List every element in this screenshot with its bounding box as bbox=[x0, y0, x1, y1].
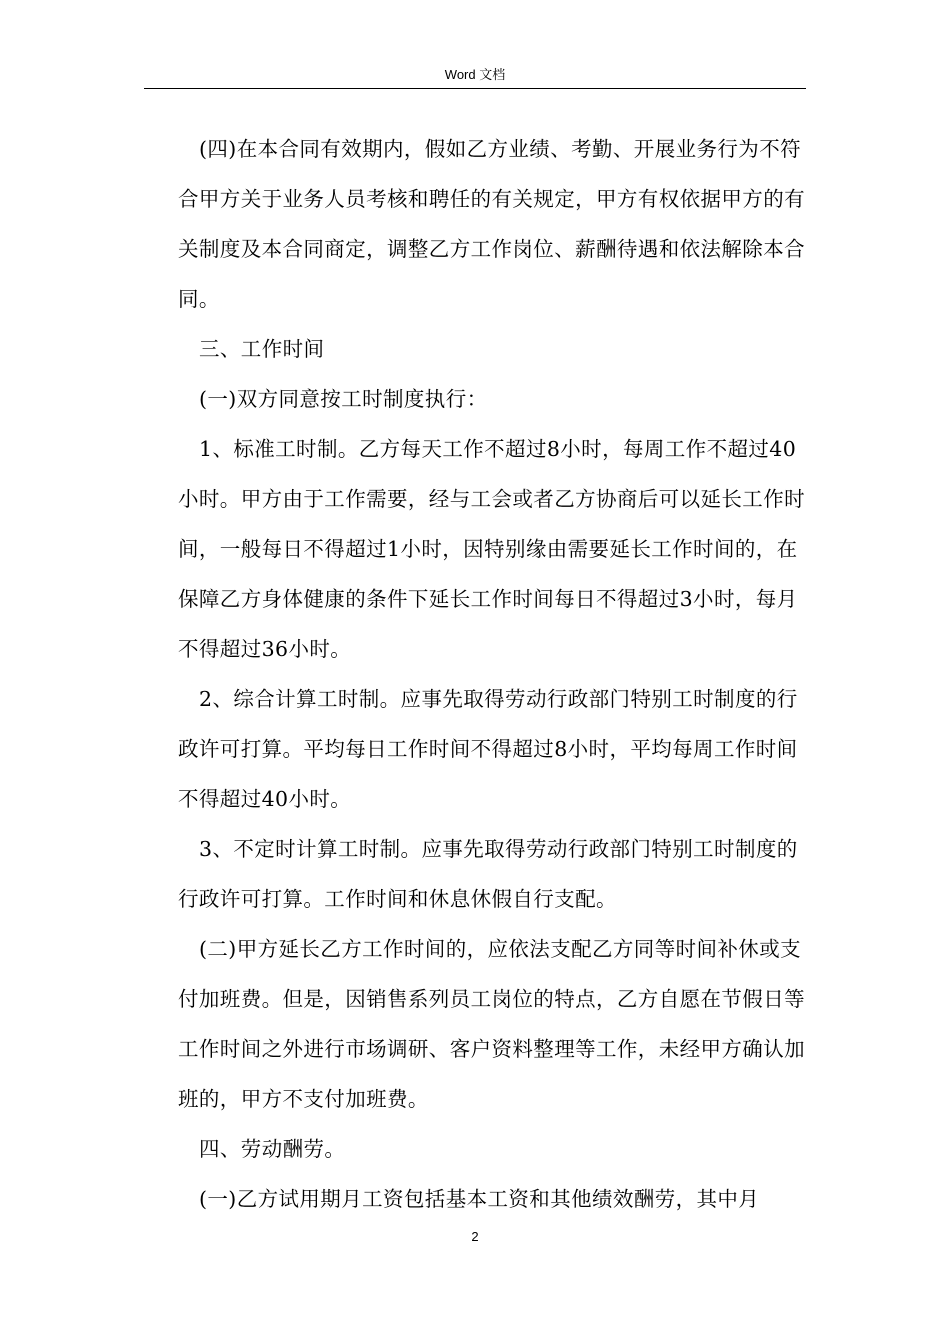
paragraph: 2、综合计算工时制。应事先取得劳动行政部门特别工时制度的行政许可打算。平均每日工作时间不得超过8小时，平均每周工作时间不得超过40小时。 bbox=[178, 687, 798, 811]
paragraph: (四)在本合同有效期内，假如乙方业绩、考勤、开展业务行为不符合甲方关于业务人员考核和聘任的有关规定，甲方有权依据甲方的有关制度及本合同商定，调整乙方工作岗位、薪酬待遇和依法解除本合同。 bbox=[178, 137, 805, 311]
paragraph: 1、标准工时制。乙方每天工作不超过8小时，每周工作不超过40小时。甲方由于工作需要，经与工会或者乙方协商后可以延长工作时间，一般每日不得超过1小时，因特别缘由需要延长工作时间的，在保障乙方身体健康的条件下延长工作时间每日不得超过3小时，每月不得超过36小时。 bbox=[178, 437, 805, 661]
paragraph: (二)甲方延长乙方工作时间的，应依法支配乙方同等时间补休或支付加班费。但是，因销售系列员工岗位的特点，乙方自愿在节假日等工作时间之外进行市场调研、客户资料整理等工作，未经甲方确认加班的，甲方不支付加班费。 bbox=[178, 937, 805, 1111]
paragraph: 3、不定时计算工时制。应事先取得劳动行政部门特别工时制度的行政许可打算。工作时间和休息休假自行支配。 bbox=[178, 837, 798, 911]
section-heading: 三、工作时间 bbox=[199, 337, 325, 361]
document-header-title: Word 文档 bbox=[444, 67, 506, 82]
document-body bbox=[178, 124, 806, 1224]
paragraph: (一)乙方试用期月工资包括基本工资和其他绩效酬劳，其中月 bbox=[199, 1187, 760, 1211]
page-number: 2 bbox=[471, 1229, 479, 1244]
header-divider bbox=[144, 88, 806, 89]
section-heading: 四、劳动酬劳。 bbox=[199, 1137, 346, 1161]
paragraph: (一)双方同意按工时制度执行： bbox=[199, 387, 488, 411]
